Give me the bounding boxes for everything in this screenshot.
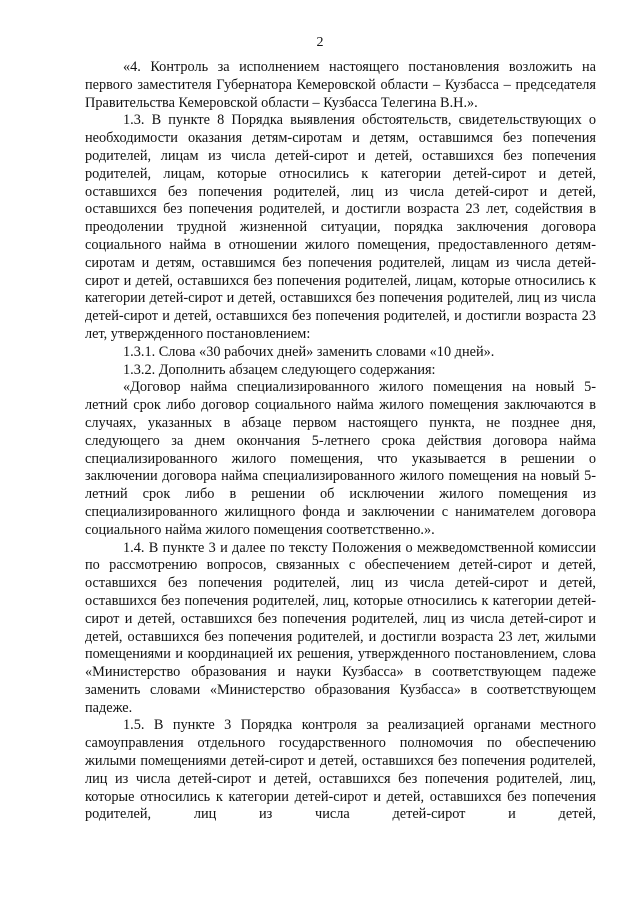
paragraph-1-4: 1.4. В пункте 3 и далее по тексту Положения о межведомственной комиссии по рассмотрению вопросов, связанных с обеспечением детей-сирот и детей, оставшихся без попечения родителей, лиц из числа детей-сирот и детей, оставшихся без попечения родителей, лиц, которые относились к категории детей-сирот и детей, оставшихся без попечения родителей, лиц из числа детей-сирот и детей, оставшихся без попечения родителей, и достигли возраста 23 лет, жилыми помещениями и координацией их решения, утвержденного постановлением, слова «Министерство образования и науки Кузбасса» в соответствующем падеже заменить словами «Министерство образования Кузбасса» в соответствующем падеже. (85, 539, 596, 716)
paragraph-added-text: «Договор найма специализированного жилого помещения на новый 5-летний срок либо договор социального найма жилого помещения заключаются в случаях, указанных в абзаце первом настоящего пункта, не позднее дня, следующего за днем окончания 5-летнего срока действия договора найма специализированного жилого помещения, что указывается в решении о заключении договора найма специализированного жилого помещения на новый 5-летний срок либо в решении об исключении жилого помещения из специализированного жилищного фонда и заключении с нанимателем договора социального найма жилого помещения соответственно.». (85, 379, 596, 538)
page-number: 2 (316, 35, 324, 50)
paragraph-control-clause: «4. Контроль за исполнением настоящего постановления возложить на первого заместителя Губернатора Кемеровской области – Кузбасса – председателя Правительства Кемеровской области – Кузбасса Телегина В.Н.». (85, 59, 596, 111)
document-body (85, 59, 596, 824)
paragraph-1-5: 1.5. В пункте 3 Порядка контроля за реализацией органами местного самоуправления отдельного государственного полномочия по обеспечению жилыми помещениями детей-сирот и детей, оставшихся без попечения родителей, лиц из числа детей-сирот и детей, оставшихся без попечения родителей, лиц, которые относились к категории детей-сирот и детей, оставшихся без попечения родителей, лиц из числа детей-сирот и детей, (85, 717, 596, 823)
paragraph-1-3-1: 1.3.1. Слова «30 рабочих дней» заменить словами «10 дней». (123, 343, 495, 360)
paragraph-1-3: 1.3. В пункте 8 Порядка выявления обстоятельств, свидетельствующих о необходимости оказания детям-сиротам и детям, оставшимся без попечения родителей, лицам из числа детей-сирот и детей, оставшихся без попечения родителей, лицам, которые относились к категории детей-сирот и детей, оставшихся без попечения родителей, лиц из числа детей-сирот и детей, оставшихся без попечения родителей, и достигли возраста 23 лет, содействия в преодолении трудной жизненной ситуации, порядка заключения договора социального найма в отношении жилого помещения, предоставленного детям-сиротам и детям, оставшимся без попечения родителей, лицам из числа детей-сирот и детей, оставшихся без попечения родителей, лицам, которые относились к категории детей-сирот и детей, оставшихся без попечения родителей, лиц из числа детей-сирот и детей, оставшихся без попечения родителей, и достигли возраста 23 лет, утвержденного постановлением: (85, 112, 596, 342)
paragraph-1-3-2: 1.3.2. Дополнить абзацем следующего содержания: (123, 361, 436, 378)
